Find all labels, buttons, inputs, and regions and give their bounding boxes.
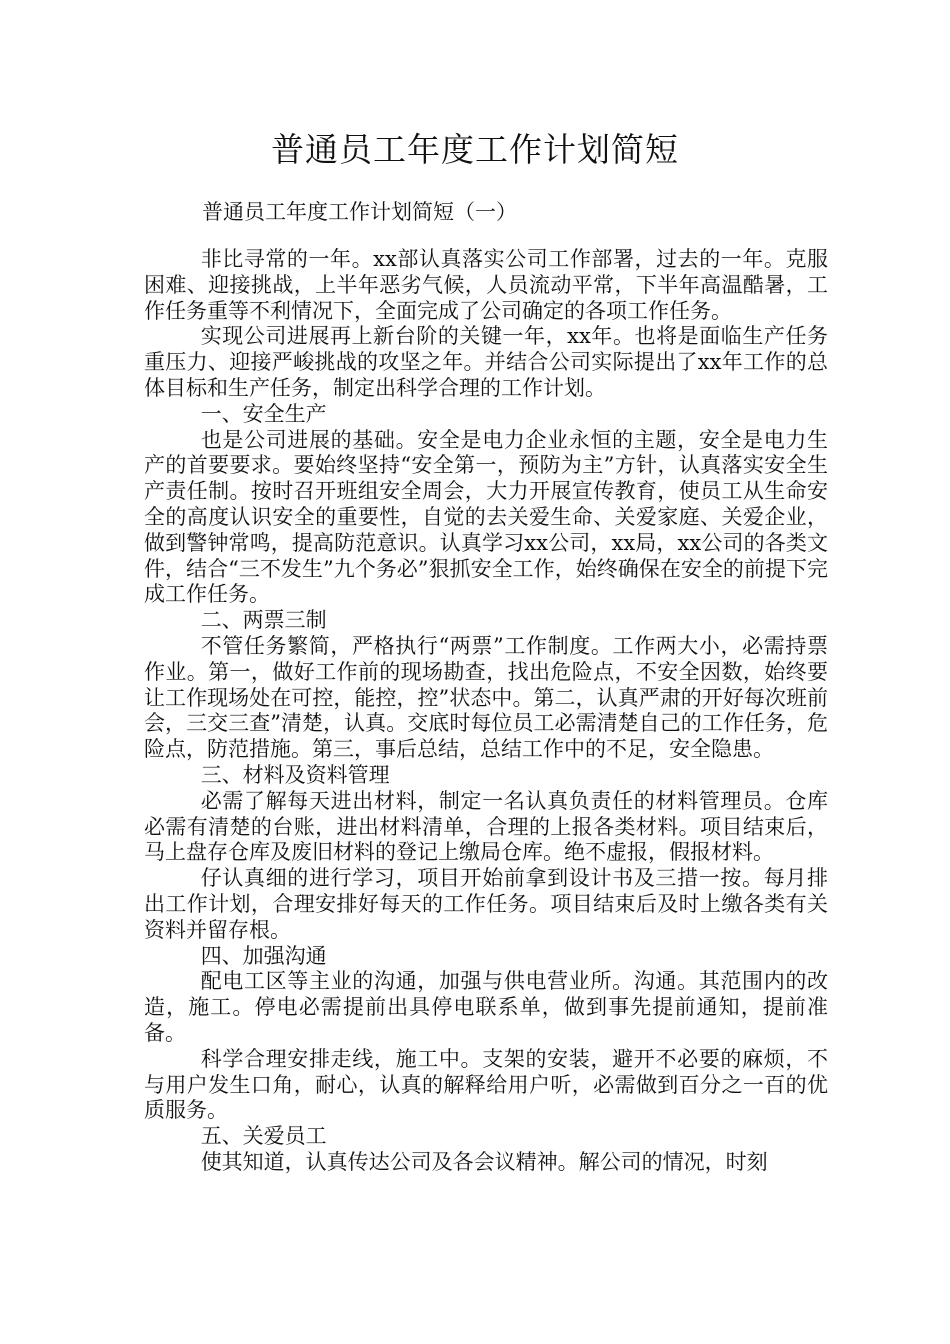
section-heading: 三、材料及资料管理 (200, 762, 390, 787)
paragraph: 使其知道，认真传达公司及各会议精神。解公司的情况，时刻 (200, 1149, 768, 1174)
document-body (144, 247, 828, 1176)
section-heading: 一、安全生产 (200, 401, 327, 426)
document-subtitle: 普通员工年度工作计划简短（一） (202, 200, 517, 224)
section-heading: 二、两票三制 (200, 608, 327, 633)
paragraph: 实现公司进展再上新台阶的关键一年，xx年。也将是面临生产任务重压力、迎接严峻挑战的攻坚之年。并结合公司实际提出了xx年工作的总体目标和生产任务，制定出科学合理的工作计划。 (144, 324, 828, 400)
paragraph: 非比寻常的一年。xx部认真落实公司工作部署，过去的一年。克服困难、迎接挑战，上半年恶劣气候，人员流动平常，下半年高温酷暑，工作任务重等不利情况下，全面完成了公司确定的各项工作任务。 (144, 247, 828, 323)
paragraph: 配电工区等主业的沟通，加强与供电营业所。沟通。其范围内的改造，施工。停电必需提前出具停电联系单，做到事先提前通知，提前准备。 (144, 969, 828, 1045)
section-heading: 五、关爱员工 (200, 1124, 327, 1149)
document-title: 普通员工年度工作计划简短 (271, 130, 679, 169)
paragraph: 必需了解每天进出材料，制定一名认真负责任的材料管理员。仓库必需有清楚的台账，进出材料清单，合理的上报各类材料。项目结束后，马上盘存仓库及废旧材料的登记上缴局仓库。绝不虚报，假报材料。 (144, 788, 828, 865)
paragraph: 不管任务繁简，严格执行“两票”工作制度。工作两大小，必需持票作业。第一，做好工作前的现场勘查，找出危险点，不安全因数，始终要让工作现场处在可控，能控，控”状态中。第二，认真严肃的开好每次班前会，三交三查”清楚，认真。交底时每位员工必需清楚自己的工作任务，危险点，防范措施。第三，事后总结，总结工作中的不足，安全隐患。 (144, 633, 828, 762)
paragraph: 科学合理安排走线，施工中。支架的安装，避开不必要的麻烦，不与用户发生口角，耐心，认真的解释给用户听，必需做到百分之一百的优质服务。 (144, 1046, 828, 1123)
paragraph: 仔认真细的进行学习，项目开始前拿到设计书及三措一按。每月排出工作计划，合理安排好每天的工作任务。项目结束后及时上缴各类有关资料并留存根。 (144, 866, 828, 942)
paragraph: 也是公司进展的基础。安全是电力企业永恒的主题，安全是电力生产的首要要求。要始终坚持“安全第一，预防为主”方针，认真落实安全生产责任制。按时召开班组安全周会，大力开展宣传教育，使员工从生命安全的高度认识安全的重要性，自觉的去关爱生命、关爱家庭、关爱企业，做到警钟常鸣，提高防范意识。认真学习xx公司，xx局，xx公司的各类文件，结合“三不发生”九个务必”狠抓安全工作，始终确保在安全的前提下完成工作任务。 (144, 427, 828, 607)
section-heading: 四、加强沟通 (200, 943, 327, 968)
